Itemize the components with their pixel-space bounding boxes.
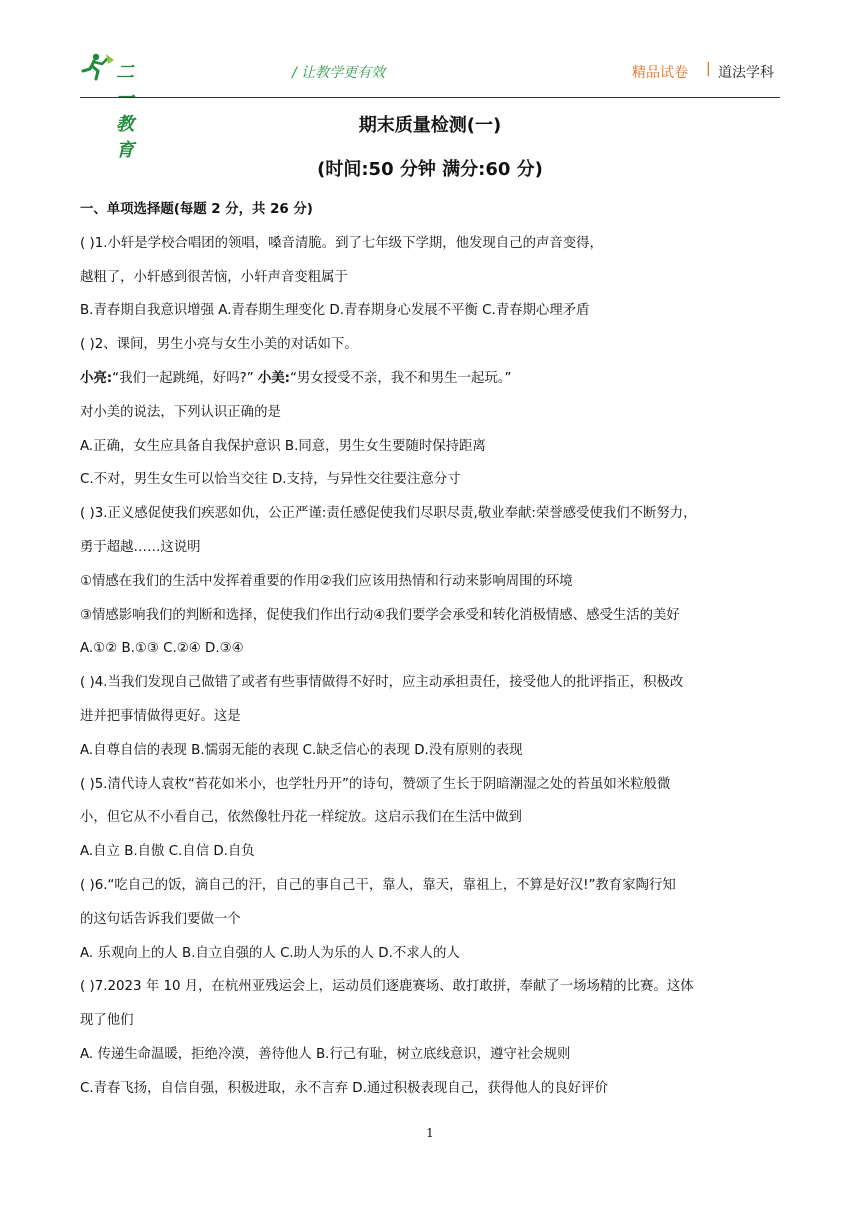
text-line: ( )5.清代诗人袁枚“苔花如米小，也学牡丹开”的诗句，赞颂了生长于阴暗潮湿之处的苔虽如米粒般微 bbox=[80, 776, 671, 792]
text-line: ( )7.2023 年 10 月，在杭州亚残运会上，运动员们逐鹿赛场、敢打敢拼，奉献了一场场精的比赛。这体 bbox=[80, 979, 694, 995]
text-line: ( )2、课间，男生小亮与女生小美的对话如下。 bbox=[80, 337, 358, 353]
text-line: ( )6.“吃自己的饭，滴自己的汗，自己的事自己干，靠人，靠天，靠祖上，不算是好汉!”教育家陶行知 bbox=[80, 877, 676, 893]
dialog-speech1: “我们一起跳绳，好吗?” bbox=[112, 370, 258, 386]
dialog-line bbox=[80, 362, 780, 396]
text-line: 越粗了，小轩感到很苦恼，小轩声音变粗属于 bbox=[80, 269, 348, 285]
text-line: A.自立 B.自傲 C.自信 D.自负 bbox=[80, 844, 255, 860]
text-line: ③情感影响我们的判断和选择，促使我们作出行动④我们要学会承受和转化消极情感、感受生活的美好 bbox=[80, 607, 680, 623]
text-line: 勇于超越……这说明 bbox=[80, 539, 201, 555]
dialog-speech2: “男女授受不亲，我不和男生一起玩。” bbox=[290, 370, 512, 386]
header-rule bbox=[80, 97, 780, 98]
question-lines bbox=[80, 227, 780, 1106]
text-line: A.正确，女生应具备自我保护意识 B.同意，男生女生要随时保持距离 bbox=[80, 438, 486, 454]
text-line: 进并把事情做得更好。这是 bbox=[80, 708, 241, 724]
page-title: 期末质量检测(一) bbox=[358, 115, 502, 136]
dialog-speaker1: 小亮: bbox=[80, 370, 113, 386]
logo-text: 二一教育 bbox=[116, 62, 135, 161]
text-line: C.青春飞扬，自信自强，积极进取，永不言弃 D.通过积极表现自己，获得他人的良好评价 bbox=[80, 1080, 608, 1096]
header-tag-subject: 道法学科 bbox=[718, 65, 774, 81]
text-line: ( )1.小轩是学校合唱团的领唱，嗓音清脆。到了七年级下学期，他发现自己的声音变得， bbox=[80, 235, 603, 251]
text-line: A.①② B.①③ C.②④ D.③④ bbox=[80, 641, 244, 657]
text-line: C.不对，男生女生可以恰当交往 D.支持，与异性交往要注意分寸 bbox=[80, 472, 461, 488]
text-line: 现了他们 bbox=[80, 1013, 134, 1029]
header-separator: | bbox=[706, 61, 711, 77]
text-line: A. 传递生命温暖，拒绝冷漠，善待他人 B.行己有耻，树立底线意识，遵守社会规则 bbox=[80, 1046, 571, 1062]
text-line: ①情感在我们的生活中发挥着重要的作用②我们应该用热情和行动来影响周围的环境 bbox=[80, 573, 573, 589]
text-line: 的这句话告诉我们要做一个 bbox=[80, 911, 241, 927]
header-tag-quality: 精品试卷 bbox=[632, 65, 688, 81]
text-line: ( )4.当我们发现自己做错了或者有些事情做得不好时，应主动承担责任，接受他人的批评指正，积极改 bbox=[80, 675, 684, 691]
dialog-speaker2: 小美: bbox=[257, 370, 291, 386]
page-subtitle: (时间:50 分钟 满分:60 分) bbox=[317, 159, 543, 180]
text-line: B.青春期自我意识增强 A.青春期生理变化 D.青春期身心发展不平衡 C.青春期心理矛盾 bbox=[80, 303, 590, 319]
page-number: 1 bbox=[426, 1126, 434, 1140]
slogan: / 让教学更有效 bbox=[292, 65, 386, 81]
text-line: A. 乐观向上的人 B.自立自强的人 C.助人为乐的人 D.不求人的人 bbox=[80, 945, 460, 961]
section-title: 一、单项选择题(每题 2 分，共 26 分) bbox=[80, 202, 313, 217]
text-line: A.自尊自信的表现 B.懦弱无能的表现 C.缺乏信心的表现 D.没有原则的表现 bbox=[80, 742, 523, 758]
question-content bbox=[80, 193, 780, 1106]
text-line: 对小美的说法，下列认识正确的是 bbox=[80, 404, 281, 420]
text-line: ( )3.正义感促使我们疾恶如仇，公正严谨:责任感促使我们尽职尽责,敬业奉献:荣誉感受使我们不断努力， bbox=[80, 506, 697, 522]
text-line: 小，但它从不小看自己，依然像牡丹花一样绽放。这启示我们在生活中做到 bbox=[80, 810, 522, 826]
runner-logo-icon bbox=[80, 52, 116, 82]
